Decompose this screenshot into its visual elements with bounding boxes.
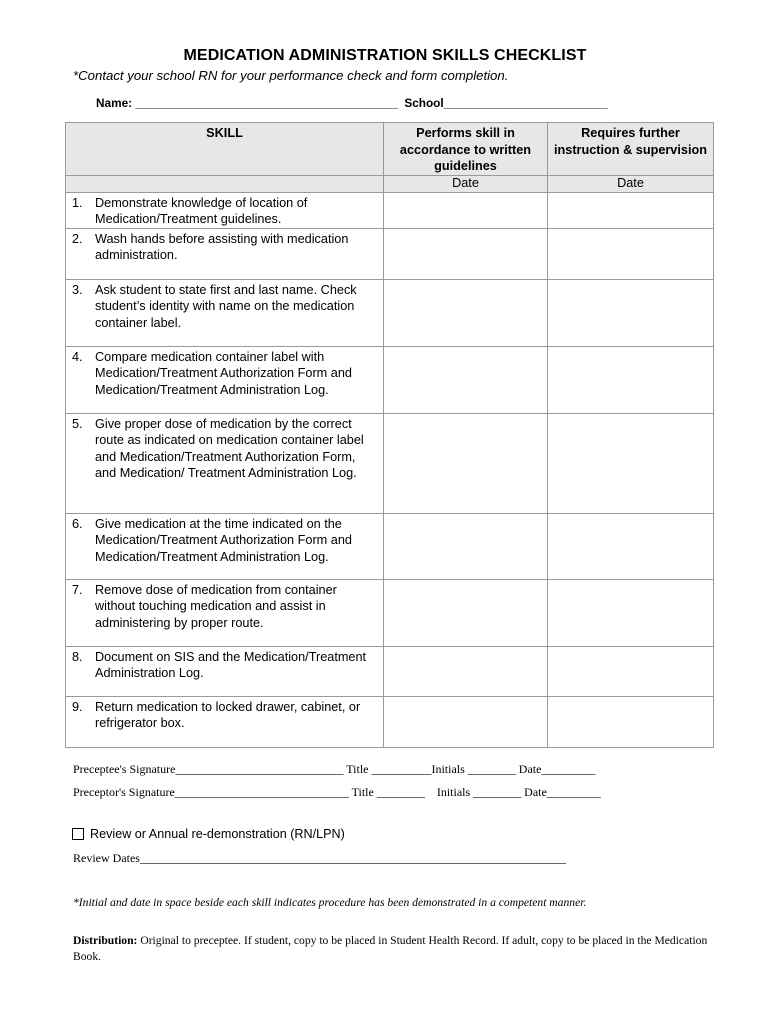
- skill-cell: [66, 192, 384, 228]
- requires-cell[interactable]: [548, 413, 714, 513]
- table-header-row: [66, 123, 714, 176]
- skill-number: 8.: [72, 649, 83, 664]
- footnote: *Initial and date in space beside each skill indicates procedure has been demonstrated in a competent manner.: [73, 896, 587, 909]
- table-row: [66, 646, 714, 696]
- name-school-line[interactable]: Name: ________________________________________ School_________________________: [96, 96, 608, 110]
- performs-cell[interactable]: [384, 513, 548, 579]
- page-title: MEDICATION ADMINISTRATION SKILLS CHECKLIST: [183, 47, 587, 64]
- skill-cell: [66, 228, 384, 279]
- skill-text: Demonstrate knowledge of location of Medication/Treatment guidelines.: [95, 195, 308, 227]
- performs-cell[interactable]: [384, 696, 548, 747]
- skill-number: 2.: [72, 231, 83, 246]
- skill-text: Ask student to state first and last name. Check student’s identity with name on the medication container label.: [95, 282, 357, 330]
- requires-date-label: Date: [548, 175, 714, 192]
- performs-cell[interactable]: [384, 579, 548, 646]
- skill-number: 3.: [72, 282, 83, 297]
- distribution-label: Distribution:: [73, 934, 138, 947]
- performs-cell[interactable]: [384, 646, 548, 696]
- performs-cell[interactable]: [384, 192, 548, 228]
- table-row: [66, 696, 714, 747]
- requires-cell[interactable]: [548, 346, 714, 413]
- skill-cell: [66, 696, 384, 747]
- table-row: [66, 579, 714, 646]
- skill-number: 7.: [72, 582, 83, 597]
- requires-cell[interactable]: [548, 579, 714, 646]
- skill-cell: [66, 579, 384, 646]
- review-checkbox[interactable]: [72, 828, 84, 840]
- preceptee-signature-line[interactable]: Preceptee's Signature____________________________ Title __________Initials ________ Date_________: [73, 762, 596, 776]
- skill-cell: [66, 513, 384, 579]
- skill-number: 1.: [72, 195, 83, 210]
- date-header-blank: [66, 175, 384, 192]
- skill-number: 6.: [72, 516, 83, 531]
- skill-number: 4.: [72, 349, 83, 364]
- skill-text: Document on SIS and the Medication/Treatment Administration Log.: [95, 649, 367, 681]
- performs-column-header: Performs skill in accordance to written guidelines: [384, 123, 548, 176]
- skill-cell: [66, 413, 384, 513]
- distribution-note: [73, 933, 713, 964]
- table-row: [66, 346, 714, 413]
- requires-cell[interactable]: [548, 192, 714, 228]
- skill-text: Return medication to locked drawer, cabinet, or refrigerator box.: [95, 699, 361, 731]
- page-subtitle: *Contact your school RN for your performance check and form completion.: [73, 68, 509, 83]
- skill-cell: [66, 346, 384, 413]
- preceptor-signature-line[interactable]: Preceptor's Signature_____________________________ Title ________ Initials ________ Date_________: [73, 785, 601, 799]
- table-row: [66, 513, 714, 579]
- requires-cell[interactable]: [548, 646, 714, 696]
- skills-checklist-table: [65, 122, 714, 748]
- skill-cell: [66, 279, 384, 346]
- table-row: [66, 228, 714, 279]
- table-row: [66, 279, 714, 346]
- skill-text: Remove dose of medication from container without touching medication and assist in administering by proper route.: [95, 582, 337, 630]
- requires-column-header: Requires further instruction & supervision: [548, 123, 714, 176]
- skill-number: 5.: [72, 416, 83, 431]
- table-row: [66, 192, 714, 228]
- table-row: [66, 413, 714, 513]
- skill-text: Wash hands before assisting with medication administration.: [95, 231, 349, 263]
- skill-text: Give medication at the time indicated on the Medication/Treatment Authorization Form and Medication/Treatment Administration Log.: [95, 516, 352, 564]
- skill-number: 9.: [72, 699, 83, 714]
- review-dates-line[interactable]: Review Dates_______________________________________________________________________: [73, 851, 566, 865]
- performs-cell[interactable]: [384, 279, 548, 346]
- skill-text: Give proper dose of medication by the correct route as indicated on medication container label and Medication/Treatment Authorization Form, and Medication/ Treatment Administration Log.: [95, 416, 364, 481]
- requires-cell[interactable]: [548, 228, 714, 279]
- requires-cell[interactable]: [548, 696, 714, 747]
- performs-cell[interactable]: [384, 228, 548, 279]
- requires-cell[interactable]: [548, 279, 714, 346]
- performs-cell[interactable]: [384, 346, 548, 413]
- skill-column-header: SKILL: [66, 123, 384, 176]
- review-checkbox-label: Review or Annual re-demonstration (RN/LPN): [90, 827, 345, 841]
- skill-cell: [66, 646, 384, 696]
- performs-cell[interactable]: [384, 413, 548, 513]
- performs-date-label: Date: [384, 175, 548, 192]
- skill-text: Compare medication container label with Medication/Treatment Authorization Form and Medication/Treatment Administration Log.: [95, 349, 352, 397]
- distribution-text: Original to preceptee. If student, copy to be placed in Student Health Record. If adult, copy to be placed in the Medication Book.: [73, 934, 708, 963]
- date-header-row: [66, 175, 714, 192]
- requires-cell[interactable]: [548, 513, 714, 579]
